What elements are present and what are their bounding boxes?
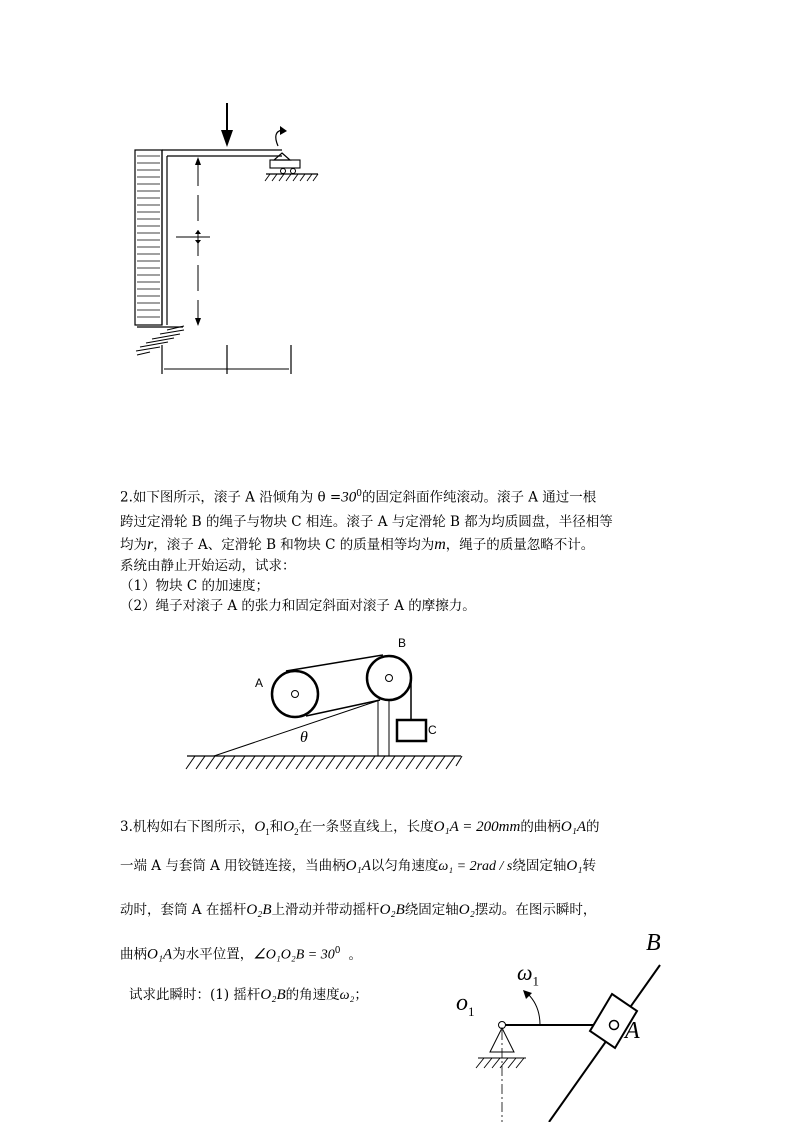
problem2-line2: 跨过定滑轮 B 的绳子与物块 C 相连。滚子 A 与定滑轮 B 都为均质圆盘，半径相等 bbox=[120, 514, 613, 530]
omega-arrow bbox=[528, 994, 540, 1025]
rocker-o2b bbox=[549, 965, 660, 1122]
label-a: A bbox=[625, 1018, 640, 1044]
problem3-line2: 一端 A 与套筒 A 用铰链连接，当曲柄O₁A以匀角速度ω₁ = 2rad / s绕固定轴O₁转 bbox=[120, 858, 596, 874]
label-block-c: C bbox=[428, 723, 437, 737]
problem3-line3: 动时，套筒 A 在摇杆O₂B上滑动并带动摇杆O₂B绕固定轴O₂摆动。在图示瞬时， bbox=[120, 902, 597, 918]
label-b: B bbox=[646, 930, 661, 956]
label-omega1: $\omega_1$ bbox=[517, 960, 540, 989]
problem2-question1: （1）物块 C 的加速度； bbox=[120, 578, 270, 594]
label-roller-a: A bbox=[255, 676, 264, 690]
label-pulley-b: B bbox=[398, 636, 407, 650]
label-o1: $o_1$ bbox=[456, 990, 475, 1019]
problem2-line1: 2.如下图所示，滚子 A 沿倾角为 $\theta =30^0$的固定斜面作纯滚动。滚子 A 通过一根 bbox=[120, 489, 597, 506]
problem2-line4: 系统由静止开始运动，试求： bbox=[120, 558, 296, 574]
label-theta: θ bbox=[300, 729, 308, 746]
problem2-line3: 均为r，滚子 A、定滑轮 B 和物块 C 的质量相等均为m，绳子的质量忽略不计。 bbox=[120, 536, 595, 553]
problem2-question2: （2）绳子对滚子 A 的张力和固定斜面对滚子 A 的摩擦力。 bbox=[120, 598, 476, 614]
problem3-line1: 3.机构如右下图所示，$O_1$和$O_2$在一条竖直线上，长度O₁A = 200mm的曲柄O₁A的 bbox=[120, 819, 600, 837]
problem3-line4: 曲柄O₁A为水平位置，∠O₁O₂B = $30^0$ 。 bbox=[120, 946, 362, 963]
problem3-line5: 试求此瞬时：(1) 摇杆O₂B的角速度ω₂； bbox=[129, 987, 368, 1003]
